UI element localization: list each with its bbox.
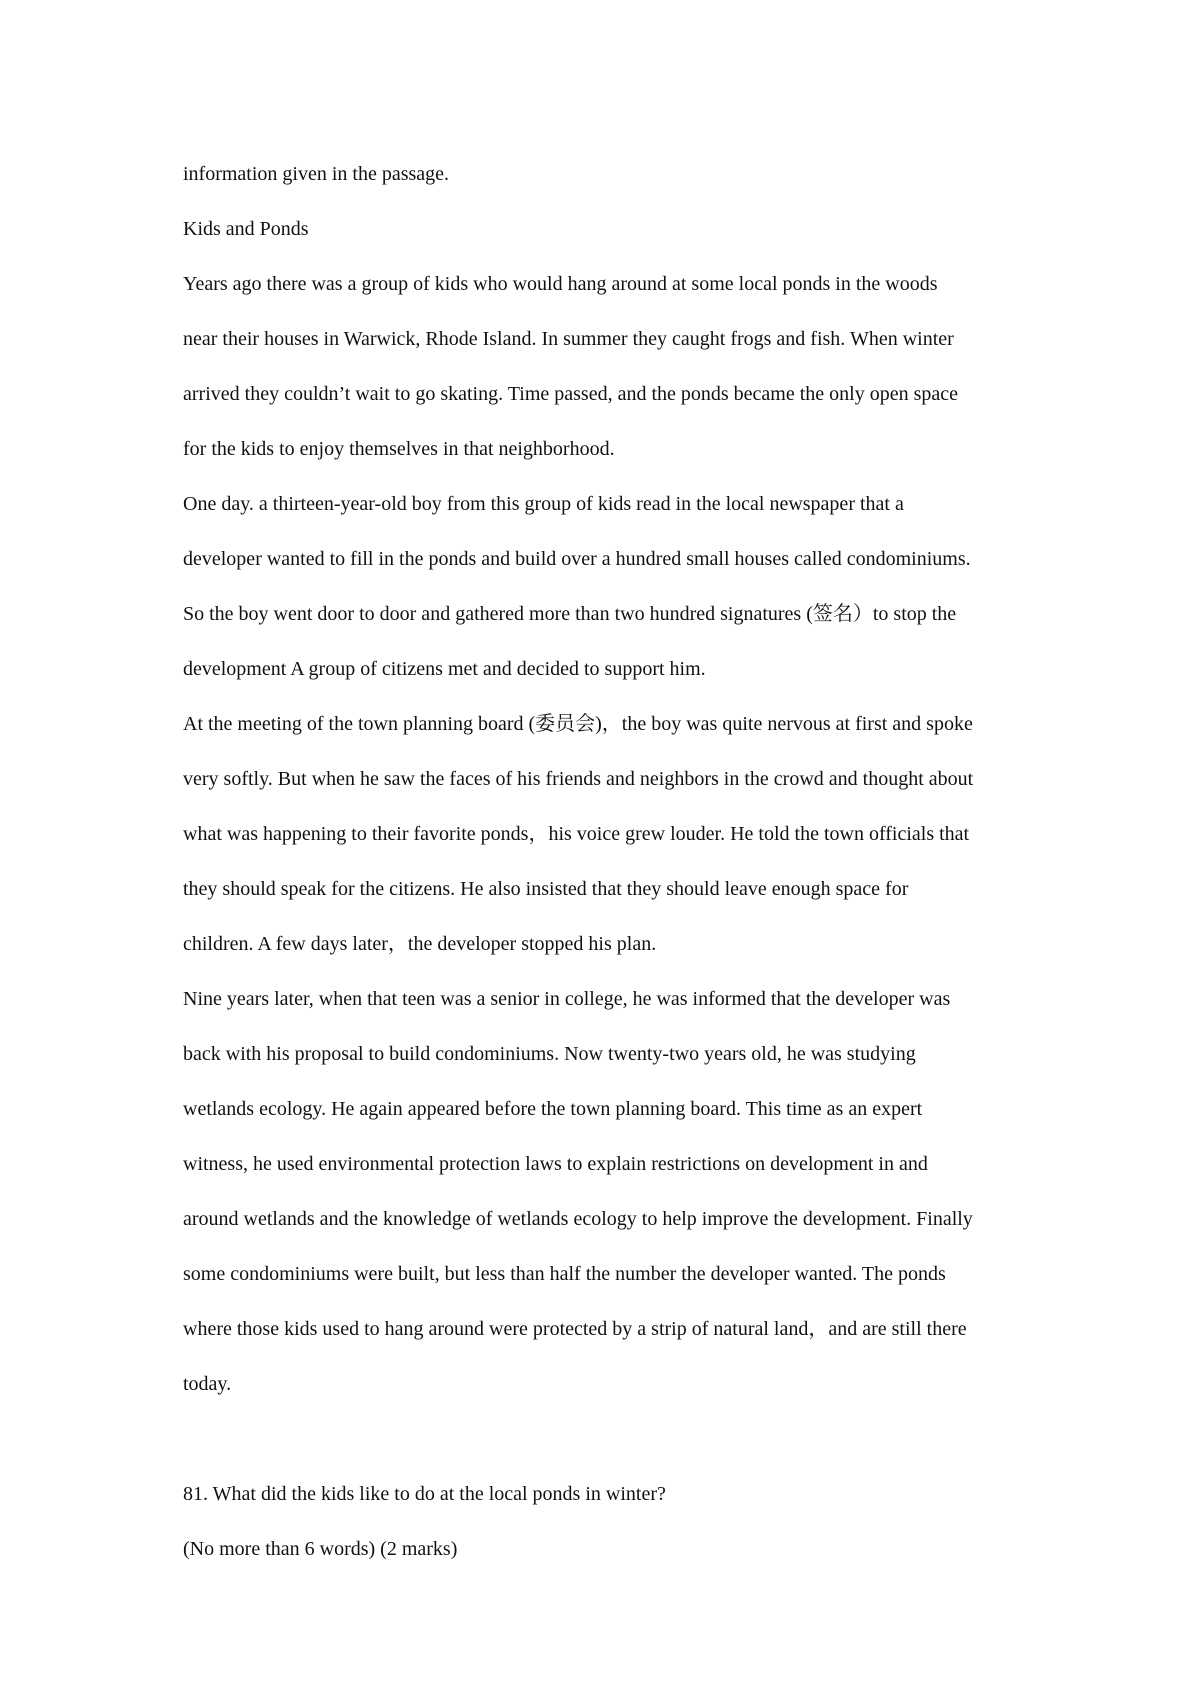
passage-line: So the boy went door to door and gathered more than two hundred signatures (签名）to stop the: [183, 603, 957, 625]
passage-line: Years ago there was a group of kids who would hang around at some local ponds in the woods: [183, 273, 938, 295]
passage-line: what was happening to their favorite ponds，his voice grew louder. He told the town officials that: [183, 823, 970, 845]
passage-line: around wetlands and the knowledge of wetlands ecology to help improve the development. Finally: [183, 1208, 973, 1230]
passage-line: for the kids to enjoy themselves in that neighborhood.: [183, 438, 615, 460]
passage-line: they should speak for the citizens. He also insisted that they should leave enough space for: [183, 878, 909, 900]
passage-line: near their houses in Warwick, Rhode Island. In summer they caught frogs and fish. When winter: [183, 328, 954, 350]
passage-line: developer wanted to fill in the ponds and build over a hundred small houses called condominiums.: [183, 548, 971, 570]
question-instruction: (No more than 6 words) (2 marks): [183, 1538, 458, 1560]
passage-line: where those kids used to hang around were protected by a strip of natural land，and are still there: [183, 1318, 967, 1340]
passage-line: today.: [183, 1373, 232, 1395]
passage-line: arrived they couldn’t wait to go skating. Time passed, and the ponds became the only open space: [183, 383, 959, 405]
passage-line: children. A few days later，the developer stopped his plan.: [183, 933, 657, 955]
intro-line: information given in the passage.: [183, 163, 450, 185]
passage-line: At the meeting of the town planning board (委员会)，the boy was quite nervous at first and spoke: [183, 713, 973, 735]
passage-line: back with his proposal to build condominiums. Now twenty-two years old, he was studying: [183, 1043, 916, 1065]
passage-line: some condominiums were built, but less than half the number the developer wanted. The ponds: [183, 1263, 946, 1285]
passage-line: development A group of citizens met and decided to support him.: [183, 658, 706, 680]
passage-line: One day. a thirteen-year-old boy from this group of kids read in the local newspaper that a: [183, 493, 904, 515]
passage-line: Nine years later, when that teen was a senior in college, he was informed that the developer was: [183, 988, 951, 1010]
passage-line: witness, he used environmental protection laws to explain restrictions on development in and: [183, 1153, 928, 1175]
passage-title: Kids and Ponds: [183, 218, 309, 240]
question-text: 81. What did the kids like to do at the local ponds in winter?: [183, 1483, 666, 1505]
passage-line: wetlands ecology. He again appeared before the town planning board. This time as an expert: [183, 1098, 923, 1120]
passage-line: very softly. But when he saw the faces of his friends and neighbors in the crowd and thought about: [183, 768, 974, 790]
